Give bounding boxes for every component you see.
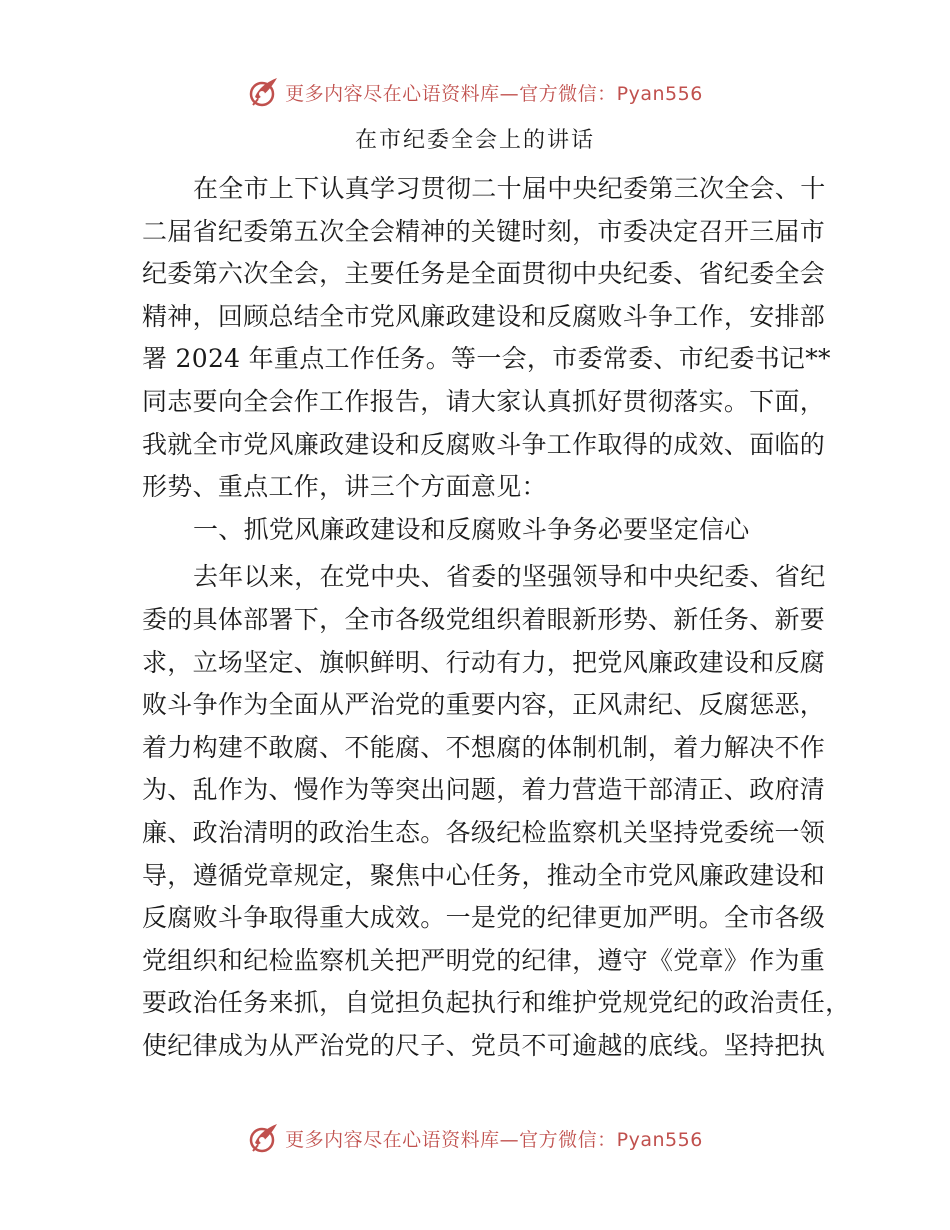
banner-library-text: 更多内容尽在心语资料库: [285, 1128, 500, 1151]
text-line: 导，遵循党章规定，聚焦中心任务，推动全市党风廉政建设和: [142, 860, 826, 890]
banner-library-text: 更多内容尽在心语资料库: [285, 82, 500, 105]
banner-separator: —: [499, 1128, 520, 1151]
bottom-banner: [0, 1118, 950, 1158]
text-line: 同志要向全会作工作报告，请大家认真抓好贯彻落实。下面，: [142, 386, 826, 416]
top-banner: [0, 72, 950, 112]
banner-wechat-text: 官方微信：Pyan556: [519, 82, 703, 105]
text-line: 精神，回顾总结全市党风廉政建设和反腐败斗争工作，安排部: [142, 301, 826, 331]
banner-text: [285, 79, 703, 106]
document-body: [142, 168, 851, 1067]
text-line: 反腐败斗争取得重大成效。一是党的纪律更加严明。全市各级: [142, 903, 826, 933]
text-line: 去年以来，在党中央、省委的坚强领导和中央纪委、省纪: [193, 562, 826, 592]
text-line: 我就全市党风廉政建设和反腐败斗争工作取得的成效、面临的: [142, 429, 826, 459]
quill-logo-icon: [247, 1121, 281, 1155]
banner-text: [285, 1125, 703, 1152]
text-line: 署 2024 年重点工作任务。等一会，市委常委、市纪委书记**: [142, 344, 831, 374]
text-line: 在全市上下认真学习贯彻二十届中央纪委第三次全会、十: [193, 174, 826, 203]
text-line: 二届省纪委第五次全会精神的关键时刻，市委决定召开三届市: [142, 216, 826, 246]
text-line: 使纪律成为从严治党的尺子、党员不可逾越的底线。坚持把执: [142, 1030, 826, 1060]
banner-separator: —: [499, 82, 520, 105]
text-line: 委的具体部署下，全市各级党组织着眼新形势、新任务、新要: [142, 604, 826, 634]
quill-logo-icon: [247, 75, 281, 109]
section-heading: 一、抓党风廉政建设和反腐败斗争务必要坚定信心: [193, 514, 750, 544]
text-line: 要政治任务来抓，自觉担负起执行和维护党规党纪的政治责任，: [142, 988, 851, 1018]
banner-wechat-text: 官方微信：Pyan556: [519, 1128, 703, 1151]
text-line: 纪委第六次全会，主要任务是全面贯彻中央纪委、省纪委全会: [142, 259, 826, 289]
text-line: 着力构建不敢腐、不能腐、不想腐的体制机制，着力解决不作: [142, 732, 826, 762]
text-line: 党组织和纪检监察机关把严明党的纪律，遵守《党章》作为重: [142, 945, 826, 975]
text-line: 为、乱作为、慢作为等突出问题，着力营造干部清正、政府清: [142, 775, 826, 805]
document-title: 在市纪委全会上的讲话: [354, 128, 595, 153]
text-line: 形势、重点工作，讲三个方面意见：: [142, 472, 547, 502]
text-line: 廉、政治清明的政治生态。各级纪检监察机关坚持党委统一领: [142, 817, 826, 847]
text-line: 求，立场坚定、旗帜鲜明、行动有力，把党风廉政建设和反腐: [142, 647, 826, 677]
text-line: 败斗争作为全面从严治党的重要内容，正风肃纪、反腐惩恶，: [142, 690, 826, 720]
